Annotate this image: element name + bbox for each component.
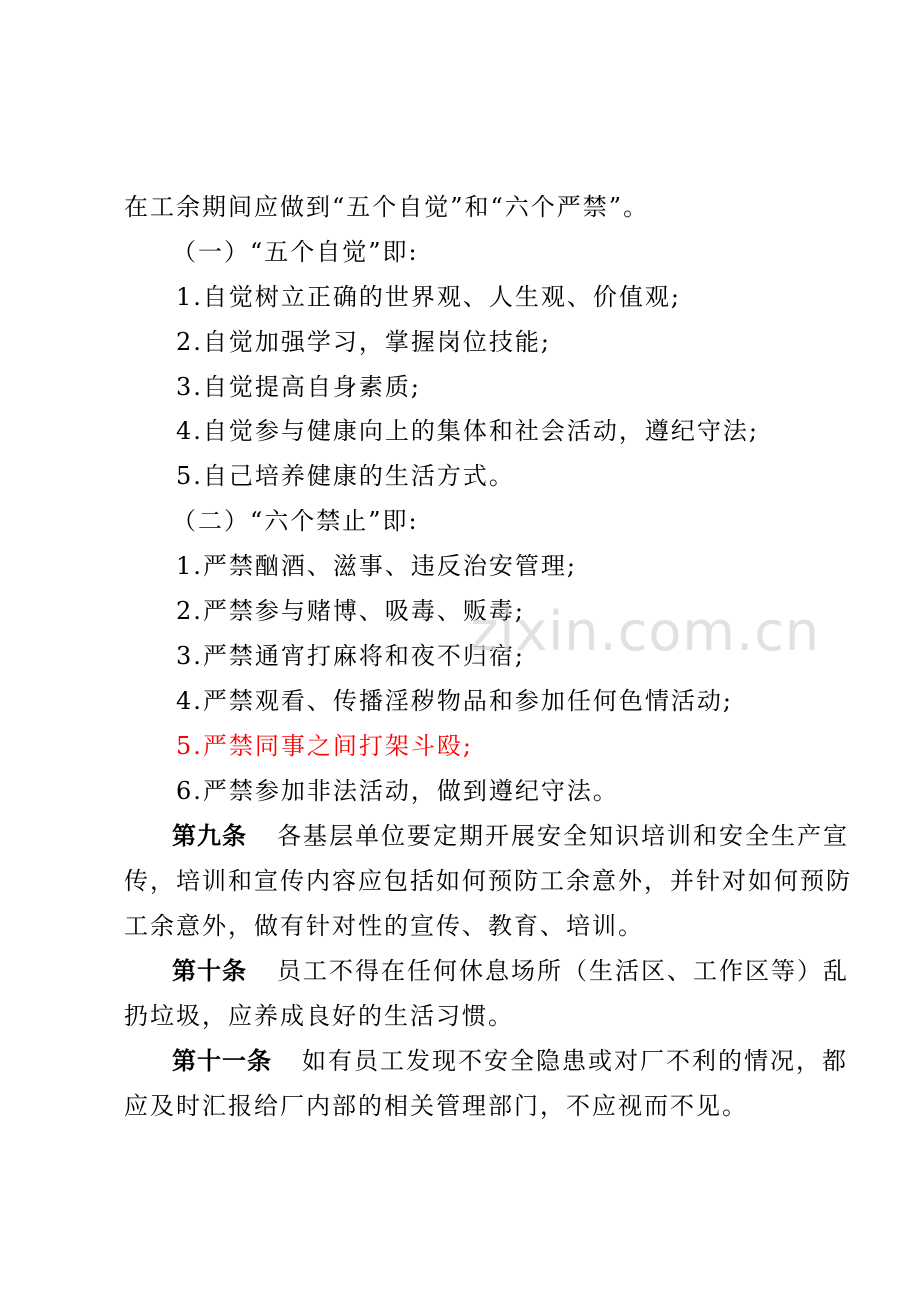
section-one-item: 4.自觉参与健康向上的集体和社会活动，遵纪守法;	[176, 417, 759, 445]
section-two-item: 3.严禁通宵打麻将和夜不归宿;	[176, 642, 525, 670]
article-10-label: 第十条	[172, 957, 247, 985]
section-one-item: 3.自觉提高自身素质;	[176, 373, 421, 401]
article-10-line-1	[172, 956, 872, 986]
section-two-item: 2.严禁参与赌博、吸毒、贩毒;	[176, 597, 525, 625]
watermark: zixin.com.cn	[470, 600, 821, 663]
article-9-text: 各基层单位要定期开展安全知识培训和安全生产宣	[277, 822, 849, 850]
section-one-heading: （一）“五个自觉”即:	[172, 238, 419, 266]
article-9-line-1	[172, 821, 872, 851]
article-10-line-2: 扔垃圾，应养成良好的生活习惯。	[124, 1002, 514, 1030]
section-one-item: 2.自觉加强学习，掌握岗位技能;	[176, 328, 551, 356]
article-11-line-1	[172, 1046, 872, 1076]
article-11-label: 第十一条	[172, 1047, 272, 1075]
article-9-line-2: 传，培训和宣传内容应包括如何预防工余意外，并针对如何预防	[124, 867, 852, 895]
section-two-item: 1.严禁酗酒、滋事、违反治安管理;	[176, 552, 577, 580]
section-two-item: 6.严禁参加非法活动，做到遵纪守法。	[176, 777, 619, 805]
article-9-line-3: 工余意外，做有针对性的宣传、教育、培训。	[124, 912, 644, 940]
section-two-heading: （二）“六个禁止”即:	[172, 507, 419, 535]
article-10-text: 员工不得在任何休息场所（生活区、工作区等）乱	[277, 957, 849, 985]
section-two-item: 4.严禁观看、传播淫秽物品和参加任何色情活动;	[176, 687, 733, 715]
intro-line: 在工余期间应做到“五个自觉”和“六个严禁”。	[124, 193, 650, 221]
section-two-item-highlighted: 5.严禁同事之间打架斗殴;	[176, 732, 473, 760]
section-one-item: 1.自觉树立正确的世界观、人生观、价值观;	[176, 283, 681, 311]
article-9-label: 第九条	[172, 822, 247, 850]
article-11-text: 如有员工发现不安全隐患或对厂不利的情况，都	[302, 1047, 848, 1075]
section-one-item: 5.自己培养健康的生活方式。	[176, 462, 515, 490]
article-11-line-2: 应及时汇报给厂内部的相关管理部门，不应视而不见。	[124, 1092, 748, 1120]
